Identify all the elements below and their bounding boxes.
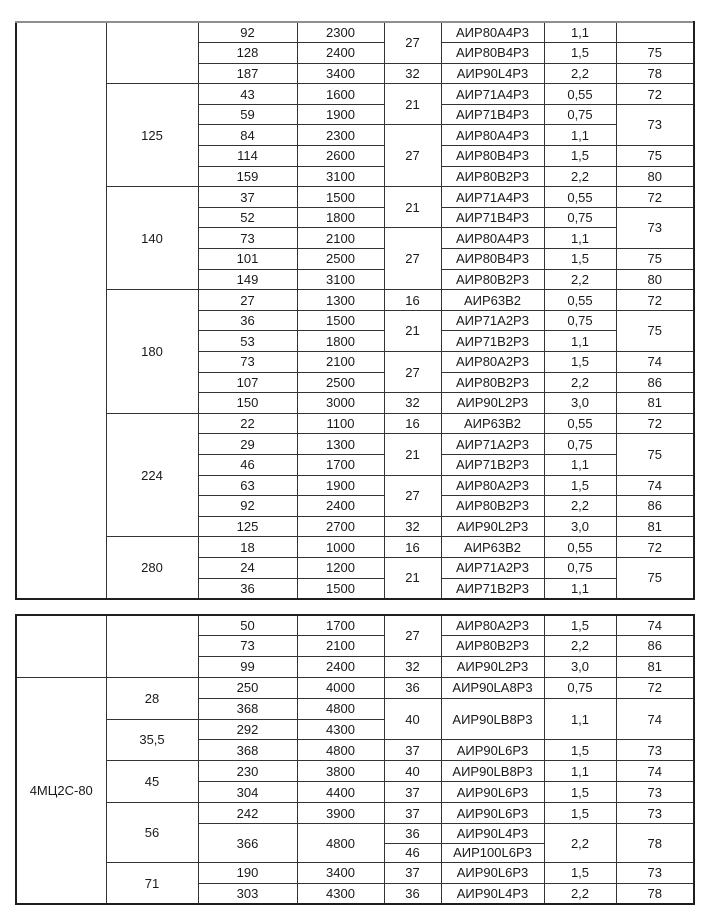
value-cell: 1900	[297, 104, 384, 125]
value-cell: 3000	[297, 393, 384, 414]
value-cell: 75	[616, 249, 694, 270]
value-cell: 73	[198, 228, 297, 249]
value-cell: 2300	[297, 22, 384, 43]
value-cell: 150	[198, 393, 297, 414]
value-cell: 1800	[297, 331, 384, 352]
value-cell: 4800	[297, 824, 384, 863]
value-cell: 73	[198, 352, 297, 373]
value-cell: 366	[198, 824, 297, 863]
table-body	[16, 22, 694, 599]
value-cell: 37	[384, 803, 441, 824]
value-cell: 1,5	[544, 615, 616, 636]
value-cell: 303	[198, 883, 297, 904]
value-cell: 2100	[297, 636, 384, 657]
value-cell: 0,75	[544, 434, 616, 455]
value-cell: 75	[616, 310, 694, 351]
value-cell: 4400	[297, 782, 384, 803]
ratio-cell	[106, 615, 198, 678]
motor-type-cell: АИР80А2Р3	[441, 475, 544, 496]
value-cell: 72	[616, 84, 694, 105]
value-cell: 72	[616, 537, 694, 558]
value-cell: 36	[198, 578, 297, 599]
motor-type-cell: АИР80В2Р3	[441, 269, 544, 290]
motor-type-cell: АИР71А4Р3	[441, 84, 544, 105]
value-cell: 304	[198, 782, 297, 803]
motor-type-cell: АИР80В4Р3	[441, 43, 544, 64]
value-cell: 36	[198, 310, 297, 331]
value-cell: 1,1	[544, 698, 616, 740]
value-cell: 0,55	[544, 413, 616, 434]
value-cell: 2700	[297, 516, 384, 537]
value-cell: 46	[198, 454, 297, 475]
value-cell: 2400	[297, 656, 384, 677]
value-cell: 36	[384, 677, 441, 698]
motor-type-cell: АИР80В4Р3	[441, 146, 544, 167]
value-cell: 73	[616, 740, 694, 761]
value-cell: 27	[384, 615, 441, 657]
value-cell: 21	[384, 557, 441, 598]
value-cell: 74	[616, 475, 694, 496]
value-cell: 4300	[297, 719, 384, 740]
value-cell: 2,2	[544, 824, 616, 863]
motor-type-cell: АИР80В2Р3	[441, 372, 544, 393]
value-cell: 21	[384, 187, 441, 228]
ratio-cell: 45	[106, 761, 198, 803]
motor-type-cell: АИР90LA8Р3	[441, 677, 544, 698]
value-cell: 2100	[297, 352, 384, 373]
ratio-cell: 280	[106, 537, 198, 599]
value-cell: 1,1	[544, 331, 616, 352]
table-row	[16, 187, 694, 208]
value-cell: 50	[198, 615, 297, 636]
motor-type-cell: АИР71В2Р3	[441, 578, 544, 599]
value-cell: 2400	[297, 496, 384, 517]
value-cell: 1000	[297, 537, 384, 558]
motor-type-cell: АИР90L2Р3	[441, 516, 544, 537]
ratio-cell: 180	[106, 290, 198, 414]
motor-type-cell: АИР71А2Р3	[441, 557, 544, 578]
value-cell: 368	[198, 698, 297, 719]
value-cell: 0,75	[544, 557, 616, 578]
table-row	[16, 761, 694, 782]
table-row	[16, 677, 694, 698]
value-cell: 78	[616, 824, 694, 863]
value-cell: 27	[384, 352, 441, 393]
value-cell: 80	[616, 269, 694, 290]
value-cell: 92	[198, 22, 297, 43]
motor-type-cell: АИР71А2Р3	[441, 434, 544, 455]
value-cell: 101	[198, 249, 297, 270]
value-cell: 190	[198, 863, 297, 884]
motor-type-cell: АИР63В2	[441, 537, 544, 558]
motor-type-cell: АИР90L6Р3	[441, 863, 544, 884]
value-cell: 2,2	[544, 372, 616, 393]
value-cell: 92	[198, 496, 297, 517]
value-cell: 2500	[297, 372, 384, 393]
value-cell: 1500	[297, 310, 384, 331]
value-cell: 2,2	[544, 883, 616, 904]
value-cell: 81	[616, 393, 694, 414]
motor-type-cell: АИР80В4Р3	[441, 249, 544, 270]
ratio-cell: 125	[106, 84, 198, 187]
value-cell: 43	[198, 84, 297, 105]
value-cell: 1500	[297, 578, 384, 599]
value-cell: 1300	[297, 290, 384, 311]
value-cell: 1,5	[544, 249, 616, 270]
value-cell: 86	[616, 636, 694, 657]
motor-spec-table-lower	[15, 614, 695, 906]
value-cell: 2600	[297, 146, 384, 167]
value-cell: 16	[384, 537, 441, 558]
value-cell: 40	[384, 761, 441, 782]
motor-type-cell: АИР90L6Р3	[441, 782, 544, 803]
table-row	[16, 290, 694, 311]
value-cell: 1,5	[544, 352, 616, 373]
value-cell: 1,5	[544, 740, 616, 761]
document-page	[0, 21, 709, 921]
value-cell: 37	[384, 782, 441, 803]
value-cell: 1100	[297, 413, 384, 434]
value-cell: 4800	[297, 740, 384, 761]
value-cell: 27	[384, 228, 441, 290]
value-cell: 230	[198, 761, 297, 782]
value-cell: 52	[198, 207, 297, 228]
value-cell: 74	[616, 615, 694, 636]
value-cell: 2,2	[544, 636, 616, 657]
motor-type-cell: АИР90LB8Р3	[441, 698, 544, 740]
motor-spec-table-upper	[15, 21, 695, 600]
motor-type-cell: АИР63В2	[441, 290, 544, 311]
value-cell: 37	[384, 740, 441, 761]
motor-type-cell: АИР80А4Р3	[441, 22, 544, 43]
value-cell: 1600	[297, 84, 384, 105]
value-cell: 149	[198, 269, 297, 290]
value-cell: 1,5	[544, 863, 616, 884]
value-cell: 3400	[297, 863, 384, 884]
value-cell: 1300	[297, 434, 384, 455]
value-cell: 1,5	[544, 475, 616, 496]
value-cell: 1,5	[544, 146, 616, 167]
motor-type-cell: АИР63В2	[441, 413, 544, 434]
value-cell: 22	[198, 413, 297, 434]
motor-type-cell: АИР90L4Р3	[441, 824, 544, 844]
value-cell: 0,75	[544, 310, 616, 331]
value-cell: 0,75	[544, 207, 616, 228]
motor-type-cell: АИР71В4Р3	[441, 207, 544, 228]
value-cell: 1500	[297, 187, 384, 208]
value-cell: 27	[198, 290, 297, 311]
value-cell: 2500	[297, 249, 384, 270]
value-cell: 37	[384, 863, 441, 884]
value-cell: 3,0	[544, 393, 616, 414]
value-cell: 3800	[297, 761, 384, 782]
value-cell: 74	[616, 352, 694, 373]
value-cell: 2,2	[544, 269, 616, 290]
value-cell: 78	[616, 63, 694, 84]
value-cell: 37	[198, 187, 297, 208]
value-cell: 1700	[297, 454, 384, 475]
value-cell: 81	[616, 656, 694, 677]
motor-type-cell: АИР90L2Р3	[441, 393, 544, 414]
value-cell: 292	[198, 719, 297, 740]
value-cell: 32	[384, 656, 441, 677]
value-cell: 1900	[297, 475, 384, 496]
value-cell: 81	[616, 516, 694, 537]
value-cell: 1,1	[544, 125, 616, 146]
value-cell: 21	[384, 310, 441, 351]
value-cell: 29	[198, 434, 297, 455]
value-cell: 2,2	[544, 166, 616, 187]
value-cell: 27	[384, 22, 441, 63]
value-cell: 0,75	[544, 677, 616, 698]
value-cell: 2,2	[544, 63, 616, 84]
ratio-cell: 28	[106, 677, 198, 719]
value-cell: 1,1	[544, 228, 616, 249]
value-cell: 107	[198, 372, 297, 393]
value-cell: 1800	[297, 207, 384, 228]
value-cell: 2100	[297, 228, 384, 249]
value-cell: 187	[198, 63, 297, 84]
motor-type-cell: АИР90L6Р3	[441, 740, 544, 761]
value-cell: 27	[384, 475, 441, 516]
motor-type-cell: АИР90L6Р3	[441, 803, 544, 824]
value-cell: 63	[198, 475, 297, 496]
motor-type-cell: АИР71В2Р3	[441, 454, 544, 475]
value-cell: 114	[198, 146, 297, 167]
table-row	[16, 413, 694, 434]
motor-type-cell: АИР80В2Р3	[441, 166, 544, 187]
value-cell: 53	[198, 331, 297, 352]
value-cell: 250	[198, 677, 297, 698]
value-cell: 73	[198, 636, 297, 657]
value-cell: 4800	[297, 698, 384, 719]
table-row	[16, 537, 694, 558]
value-cell: 32	[384, 516, 441, 537]
table-body	[16, 615, 694, 905]
value-cell: 3,0	[544, 516, 616, 537]
value-cell: 73	[616, 803, 694, 824]
motor-type-cell: АИР90L4Р3	[441, 883, 544, 904]
value-cell: 1,1	[544, 761, 616, 782]
value-cell: 27	[384, 125, 441, 187]
value-cell: 0,55	[544, 187, 616, 208]
value-cell: 1,1	[544, 578, 616, 599]
motor-type-cell: АИР71В4Р3	[441, 104, 544, 125]
value-cell: 72	[616, 677, 694, 698]
value-cell: 73	[616, 207, 694, 248]
value-cell: 2400	[297, 43, 384, 64]
value-cell: 1,1	[544, 454, 616, 475]
value-cell: 46	[384, 843, 441, 863]
value-cell: 75	[616, 146, 694, 167]
ratio-cell: 140	[106, 187, 198, 290]
value-cell: 18	[198, 537, 297, 558]
value-cell: 74	[616, 698, 694, 740]
value-cell: 0,55	[544, 537, 616, 558]
motor-type-cell: АИР71А2Р3	[441, 310, 544, 331]
value-cell: 72	[616, 413, 694, 434]
ratio-cell: 224	[106, 413, 198, 537]
value-cell: 159	[198, 166, 297, 187]
value-cell: 21	[384, 84, 441, 125]
value-cell: 78	[616, 883, 694, 904]
value-cell: 3100	[297, 166, 384, 187]
value-cell: 24	[198, 557, 297, 578]
value-cell	[616, 22, 694, 43]
ratio-cell: 35,5	[106, 719, 198, 761]
motor-type-cell: АИР80А2Р3	[441, 615, 544, 636]
model-cell: 4МЦ2С-80	[16, 677, 106, 904]
table-row	[16, 863, 694, 884]
value-cell: 80	[616, 166, 694, 187]
value-cell: 2,2	[544, 496, 616, 517]
value-cell: 1,5	[544, 43, 616, 64]
value-cell: 73	[616, 104, 694, 145]
value-cell: 368	[198, 740, 297, 761]
table-row	[16, 803, 694, 824]
motor-type-cell: АИР90L4Р3	[441, 63, 544, 84]
value-cell: 84	[198, 125, 297, 146]
table-row	[16, 615, 694, 636]
value-cell: 3400	[297, 63, 384, 84]
motor-type-cell: АИР71А4Р3	[441, 187, 544, 208]
value-cell: 2300	[297, 125, 384, 146]
value-cell: 75	[616, 434, 694, 475]
ratio-cell: 71	[106, 863, 198, 905]
model-cell	[16, 615, 106, 678]
value-cell: 4000	[297, 677, 384, 698]
value-cell: 3100	[297, 269, 384, 290]
motor-type-cell: АИР100L6Р3	[441, 843, 544, 863]
value-cell: 32	[384, 393, 441, 414]
value-cell: 99	[198, 656, 297, 677]
value-cell: 0,55	[544, 84, 616, 105]
value-cell: 16	[384, 290, 441, 311]
value-cell: 1,5	[544, 803, 616, 824]
value-cell: 128	[198, 43, 297, 64]
value-cell: 1,1	[544, 22, 616, 43]
value-cell: 32	[384, 63, 441, 84]
value-cell: 0,55	[544, 290, 616, 311]
motor-type-cell: АИР80А2Р3	[441, 352, 544, 373]
value-cell: 74	[616, 761, 694, 782]
table-row	[16, 22, 694, 43]
value-cell: 1,5	[544, 782, 616, 803]
value-cell: 73	[616, 782, 694, 803]
value-cell: 125	[198, 516, 297, 537]
value-cell: 86	[616, 372, 694, 393]
value-cell: 16	[384, 413, 441, 434]
value-cell: 36	[384, 824, 441, 844]
motor-type-cell: АИР90L2Р3	[441, 656, 544, 677]
value-cell: 242	[198, 803, 297, 824]
ratio-cell	[106, 22, 198, 84]
value-cell: 0,75	[544, 104, 616, 125]
motor-type-cell: АИР80В2Р3	[441, 636, 544, 657]
value-cell: 36	[384, 883, 441, 904]
motor-type-cell: АИР90LB8Р3	[441, 761, 544, 782]
motor-type-cell: АИР80А4Р3	[441, 228, 544, 249]
table-row	[16, 84, 694, 105]
value-cell: 73	[616, 863, 694, 884]
value-cell: 86	[616, 496, 694, 517]
value-cell: 75	[616, 43, 694, 64]
motor-type-cell: АИР80А4Р3	[441, 125, 544, 146]
value-cell: 59	[198, 104, 297, 125]
ratio-cell: 56	[106, 803, 198, 863]
value-cell: 21	[384, 434, 441, 475]
value-cell: 1700	[297, 615, 384, 636]
value-cell: 4300	[297, 883, 384, 904]
motor-type-cell: АИР71В2Р3	[441, 331, 544, 352]
value-cell: 72	[616, 187, 694, 208]
value-cell: 3900	[297, 803, 384, 824]
value-cell: 72	[616, 290, 694, 311]
value-cell: 75	[616, 557, 694, 598]
model-cell	[16, 22, 106, 599]
value-cell: 3,0	[544, 656, 616, 677]
value-cell: 1200	[297, 557, 384, 578]
value-cell: 40	[384, 698, 441, 740]
motor-type-cell: АИР80В2Р3	[441, 496, 544, 517]
